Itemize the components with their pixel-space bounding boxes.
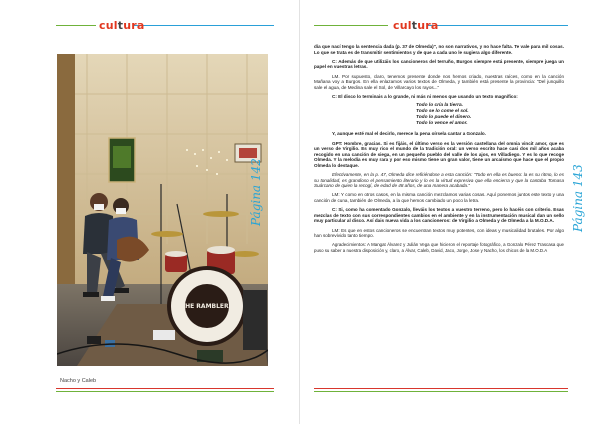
header-rule-blue (134, 25, 274, 26)
question-paragraph: C: Si, como ha comentado Gonzalo, lleváis los textos a vuestro terreno, pero lo hacéis con criterio. Esas mezclas de texto con sus correspondientes cambios en el ambiente y en la instrumentación musical dan un sello muy particular al disco. Así dais nueva vida a los cancioneros: de Virgilio a Olmeda y de Olmeda a la M.O.D.A. (314, 207, 564, 224)
answer-paragraph: LM. Por supuesto, claro, tenemos presente donde nos hemos criado, nuestras raíces, como en la canción Mañana voy a Burgos. En ella enlazamos varios textos de Olmeda, y también está presente la provincia: "Del junquillo sale el agua, de Medina sale el Sol, de Villarcayo los rayos..." (314, 73, 564, 90)
paragraph: día que nací tengo la sentencia dada (p. 37 de Olmeda)", no son narrativos, y no hace falta. Te vale para mil cosas. Lo que se trata es de transmitir sentimientos y de que a cada uno le sugiera algo diferente. (314, 44, 564, 55)
logo-text-2: t (117, 19, 124, 32)
logo-text-1: cul (99, 19, 118, 32)
question-paragraph: Y, aunque esté mal el decirlo, merece la pena oírsela cantar a Gonzalo. (332, 131, 486, 137)
editor-note-paragraph: Efectivamente, en la p. 47, Olmeda dice refiriéndose a esta canción: "Todo en ella es bueno: la es su ritmo, lo es su tonalidad, es grandioso el pensamiento literario y lo es la virtud expresiva que ella encierra y que la cantaba Tomasa Suárcano de quien la recogí, de edad de 48 años, de una manera acabada." (314, 172, 564, 189)
page-number-left: Página 142 (249, 158, 263, 226)
header-rule-blue-right (428, 25, 568, 26)
header-rule-green-right (314, 25, 388, 26)
answer-paragraph: LM: Es que en estos cancioneros se encuentran textos muy potentes, con ideas y musicalidad brutales. Por algo han sobrevivido tanto tiempo. (314, 227, 564, 239)
question-paragraph: C: Además de que utilizáis los cancioneros del terruño, Burgos siempre está presente, siempre juega un papel en vuestras letras. (314, 58, 564, 70)
acknowledgements: Agradecimientos: A Mangat Álvarez y Julián Vega que hicieron el reportaje fotográfico, a Gonzalo Pérez Trascasa que puso su saber a nuestra disposición y, claro, a Álvar, Caleb, David, Jaco, Jorge, Jose y Nacho, los chicos de la M.O.D.A (314, 242, 564, 253)
drum-head-text: THE RAMBLERS (181, 303, 233, 310)
poem-line: Todo lo cría la tierra. (416, 103, 464, 109)
footer-rule-green (56, 391, 274, 392)
interview-text-column (314, 44, 564, 384)
logo-text-3: ura (123, 19, 145, 32)
answer-paragraph: LM: Y como en otros casos, en la misma canción mezclamos varias cosas. Aquí ponemos juntos este texto y una canción de cuna, también de Olmeda, a la que hemos cambiado un poco la letra. (314, 192, 564, 204)
poem-line: Todo lo vence el amor. (416, 120, 468, 126)
footer-rule-red-right (314, 388, 568, 389)
photo-illustration (57, 54, 268, 366)
footer-rule-green-right (314, 391, 568, 392)
poem-line: Todo se lo come el sol. (416, 108, 469, 114)
question-paragraph: C: El disco lo terminais a lo grande, ni más ni menos que usando un texto magnífico: (332, 93, 518, 99)
logo-text-2: t (411, 19, 418, 32)
answer-paragraph: GPT: Hombre, gracias. Si es fijáis, el último verso es la versión castellana del omnia vincit amor, que es un verso de Virgilio. Es muy rico el mundo de la tradición oral: un verso escrito hace casi dos mil años acaba recogido en una canción de siega, en un pequeño pueblo del valle de los ajos, en Villadiego. Y es lo que recoge Olmeda. Y la melodía es muy rara y por eso mismo tiene un gran valor, tiene un arcaísmo que hace que el propio Olmeda lo destaque. (314, 140, 564, 168)
photo-caption: Nacho y Caleb (60, 378, 97, 384)
page-number-right: Página 143 (571, 164, 585, 232)
footer-rule-red (56, 388, 274, 389)
band-rehearsal-photo (57, 54, 268, 366)
logo-text-3: ura (417, 19, 439, 32)
quoted-poem (416, 103, 564, 126)
header-rule-green (56, 25, 96, 26)
poem-line: Todo lo puede el dinero. (416, 114, 472, 120)
logo-text-1: cul (393, 19, 412, 32)
magazine-logo (99, 19, 144, 32)
magazine-logo-right (393, 19, 438, 32)
